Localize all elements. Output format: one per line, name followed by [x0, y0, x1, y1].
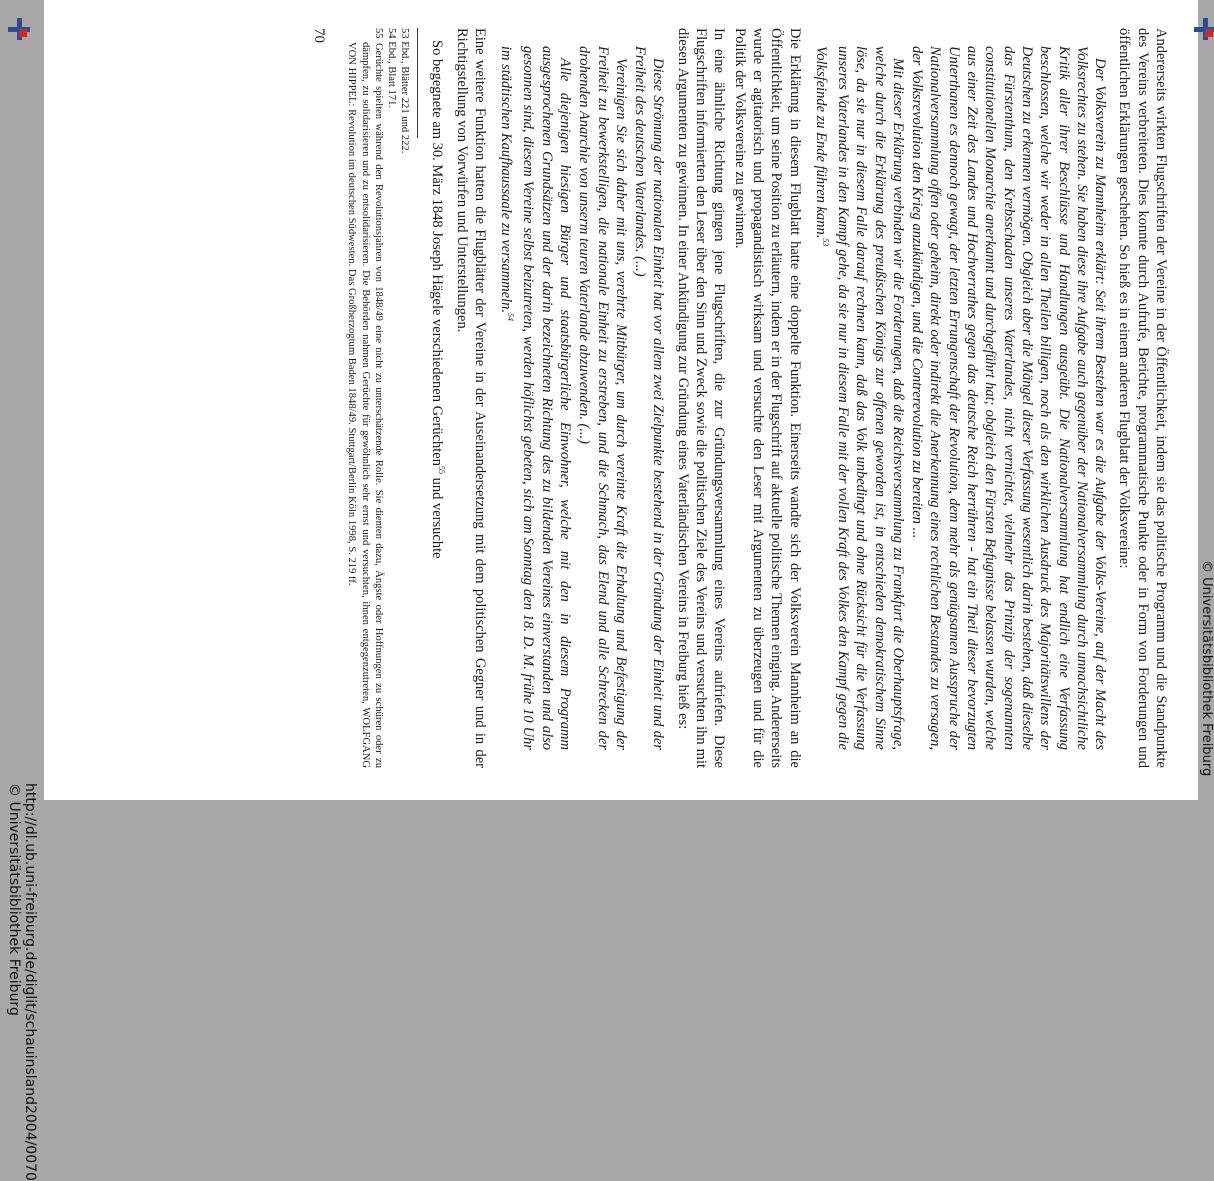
page-number: 70 — [311, 28, 328, 43]
footnote-ref-54: 54 — [506, 313, 516, 322]
quote-1-part-b — [812, 46, 907, 750]
document-page — [44, 0, 1198, 800]
footnote-separator — [417, 28, 418, 138]
paragraph-2: Die Erklärung in diesem Flugblatt hatte eine doppelte Funktion. Einerseits wandte sich der Volksverein Mannheim an die Öffentlichkeit, um seine Position zu erläutern, indem er in der Flugschrift auf aktuelle politische Themen einging. Andererseits wurde er agitatorisch und propagandistisch wirksam und versuchte den Leser mit Argumenten zu überzeugen und für die Politik der Volksvereine zu gewinnen. — [731, 28, 803, 768]
quote-2-part-b: Vereinigen Sie sich daher mit uns, verehrte Mitbürger, um durch vereinte Kraft die Erhaltung und Befestigung der Freiheit zu bewerkstelligen, die nationale Einheit zu erstreben, und die Schmach, das Elend und alle Schrecken der drohenden Anarchie von unserm teuren Vaterlande abzuwenden. (...) — [576, 46, 629, 750]
paragraph-5-text-b: und versuchte — [429, 474, 446, 559]
page-body — [310, 28, 1170, 768]
rotated-page-content — [44, 0, 1198, 800]
footnote-53: 53 Ebd., Blätter 221 und 222. — [399, 28, 411, 154]
source-url-text — [6, 783, 38, 1181]
paragraph-4: Eine weitere Funktion hatten die Flugblätter der Vereine in der Auseinandersetzung mit dem politischen Gegner und in der Richtigstellung von Vorwürfen und Unterstellungen. — [453, 28, 488, 768]
right-edge-clip — [1196, 0, 1214, 800]
footnote-ref-55: 55 — [437, 466, 447, 474]
quote-block-2 — [497, 46, 668, 750]
source-url[interactable]: http://dl.ub.uni-freiburg.de/diglit/schauinsland2004/0070 — [22, 783, 38, 1181]
quote-1-part-b-text: Mit dieser Erklärung verbinden wir die Forderungen, daß die Reichsversammlung zu Frankfurt die Oberhauptsfrage, welche durch die Erklärung des preußischen Königs zur offenen geworden ist, in entschieden demokratischem Sinne löse, da sie nur in diesem Falle darauf rechnen kann, daß das Volk unbedingt und ohne Rücksicht für die Verfassung unseres Vaterlandes in den Kampf gehe, da sie nur in diesem Falle mit der vollen Kraft des Volkes den Kampf gegen die Volksfeinde zu Ende führen kann. — [812, 46, 906, 750]
footnote-54: 54 Ebd., Blatt 171. — [386, 28, 398, 109]
quote-block-1 — [812, 46, 1110, 750]
quote-2-part-c — [497, 46, 574, 750]
right-edge-copyright: © Universitätsbibliothek Freiburg — [1199, 560, 1214, 777]
quote-2-part-a: Diese Strömung der nationalen Einheit hat vor allem zwei Zielpunkte bestehend in der Gründung der Einheit und der Freiheit des deutschen Vaterlandes. (...) — [632, 46, 667, 750]
library-logo-icon — [4, 14, 34, 44]
quote-1-part-a: Der Volksverein zu Mannheim erklärt: Seit ihrem Bestehen war es die Aufgabe der Volks-Vereine, auf der Macht des Volksrechtes zu stehen. Sie haben diese ihre Aufgabe auch gegenüber der Nationalversammlung durch unnachsichtliche Kritik aller ihrer Beschlüsse und Handlungen ausgeübt. Die Nationalversammlung hat endlich eine Verfassung beschlossen, welche wir weder in allen Theilen billigen, noch als den wirklichen Ausdruck des Majoritätswillens der Deutschen zu erkennen vermögen. Obgleich aber die Mängel dieser Verfassung wesentlich darin bestehen, daß dieselbe das Fürstenthum, den Krebsschaden unseres Vaterlandes, nicht vernichtet, vielmehr das Prinzip der sogenannten constitutionellen Monarchie anerkannt und durchgeführt hat; obgleich den Fürsten Befugnisse belassen wurden, welche aus einer Zeit des Landes und Hochverrathes gegen das deutsche Reich herrühren - hat ein Theil dieser bevorzugten Unterthanen es dennoch gewagt, der letzten Errungenschaft der Revolution, dem mehr als genügsamen Ausspruche der Nationalversammlung offen oder geheim, direkt oder indirekt die Anerkennung eines rechtlichen Bestandes zu versagen, der Volksrevolution den Krieg anzukündigen, und die Contrerevolution zu bereiten ... — [909, 46, 1109, 750]
copyright-text: © Universitätsbibliothek Freiburg — [6, 783, 22, 1016]
paragraph-3: In eine ähnliche Richtung gingen jene Flugschriften, die zur Gründungsversammlung eines Vereins aufriefen. Diese Flugschriften informierten den Leser über den Sinn und Zweck sowie die politischen Ziele des Vereins und versuchten ihn mit diesen Argumenten zu gewinnen. In einer Ankündigung zur Gründung eines Vaterländischen Vereins in Freiburg hieß es: — [674, 28, 728, 768]
footnote-ref-53: 53 — [820, 238, 830, 247]
source-url-strip — [6, 400, 42, 1181]
quote-2-part-c-text: Alle diejenigen hiesigen Bürger und staatsbürgerliche Einwohner, welche mit den in diesem Programm ausgesprochenen Grundsätzen und der darin bezeichneten Richtung des zu bildenden Vereines einverstanden und also gesonnen sind, diesem Vereine selbst beizutreten, werden höflichst gebeten, sich am Sonntag den 18. D. M. frühe 10 Uhr im städtischen Kaufhaussaale zu versammeln. — [498, 46, 573, 750]
paragraph-5-text-a: So begegnete am 30. März 1848 Joseph Hägele verschiedenen Gerüchten — [429, 40, 446, 466]
paragraph-5 — [428, 28, 450, 768]
footnote-55: 55 Gerüchte spielten während den Revolutionsjahren von 1848/49 eine nicht zu unterschätzende Rolle. Sie dienten dazu, Ängste oder Hoffnungen zu schüren oder zu dämpfen, zu solidarisieren und zu entsolidarisieren. Die Behörden nahmen Gerüchte für gewöhnlich sehr ernst und versuchten, ihnen entgegenzutreten, WOLFGANG VON HIPPEL: Revolution im deutschen Südwesten. Das Großherzogtum Baden 1848/49. Stuttgart/Berlin Köln 1998, S. 219 ff. — [346, 28, 384, 768]
paragraph-1: Andererseits wirkten Flugschriften der Vereine in der Öffentlichkeit, indem sie das politische Programm und die Standpunkte des Vereins verbreiteten. Dies konnte durch Aufrufe, Berichte, programmatische Punkte oder in Form von Forderungen und öffentlichen Erklärungen geschehen. So hieß es in einem anderen Flugblatt der Volksvereine: — [1116, 28, 1169, 768]
